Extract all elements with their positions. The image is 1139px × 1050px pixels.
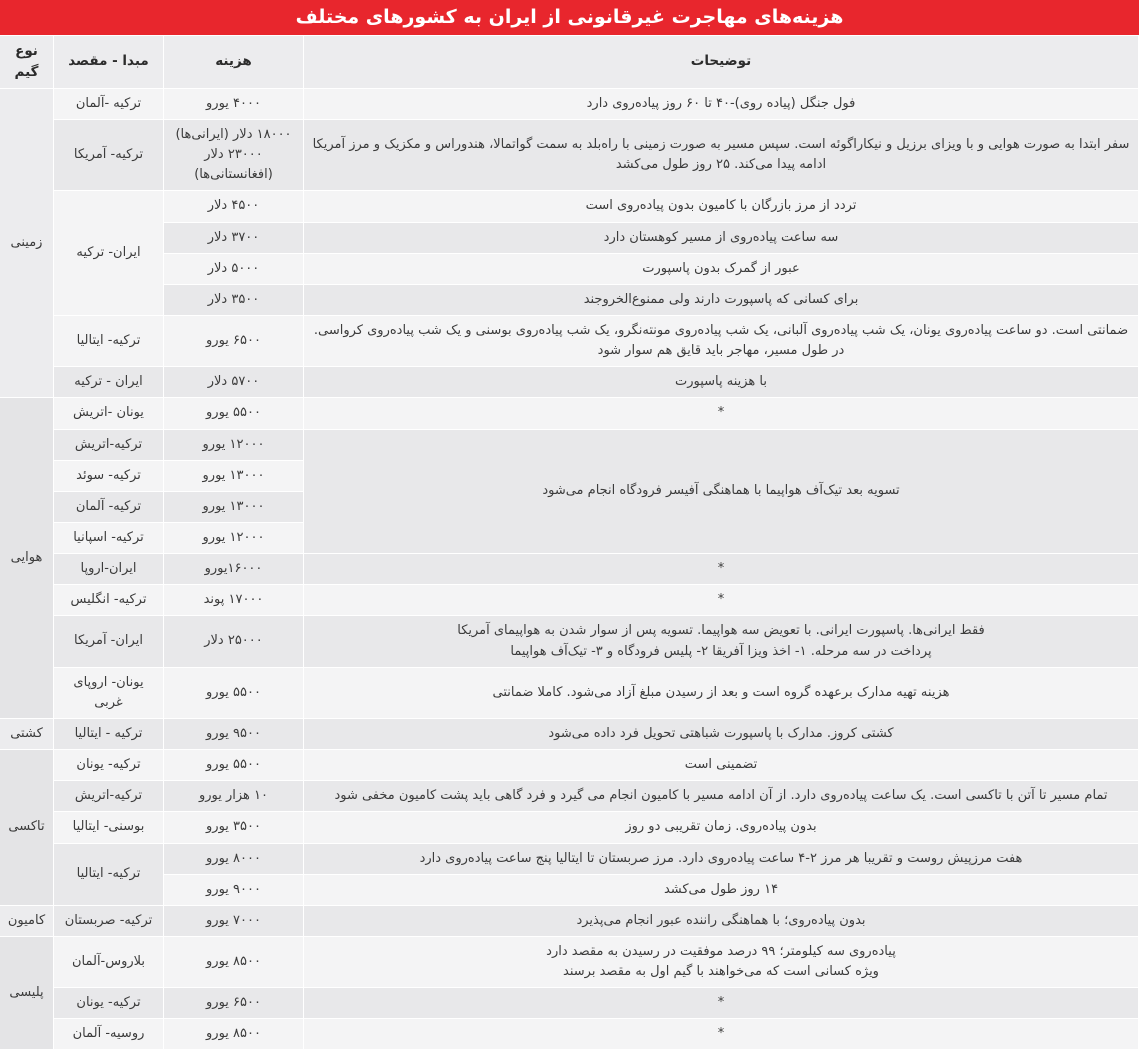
table-row [0,222,1139,253]
cell-cost: ۶۵۰۰ یورو [164,315,304,366]
cell-description: * [304,988,1139,1019]
desc-line: ویژه کسانی است که می‌خواهند با گیم اول به مقصد برسند [563,964,879,980]
cell-route: ترکیه- آلمان [54,491,164,522]
cell-cost: ۵۵۰۰ یورو [164,667,304,718]
cell-type: کامیون [0,905,54,936]
cell-description: * [304,585,1139,616]
cell-description: ۱۴ روز طول می‌کشد [304,874,1139,905]
cell-description: * [304,398,1139,429]
cell-description: بدون پیاده‌روی؛ با هماهنگی راننده عبور انجام می‌پذیرد [304,905,1139,936]
column-header-route: مبدا - مقصد [54,36,164,89]
cell-route: ترکیه- ایتالیا [54,843,164,905]
cost-line: ۲۳۰۰۰ دلار (افغانستانی‌ها) [194,147,273,183]
table-row [0,315,1139,366]
table-row [0,554,1139,585]
cell-cost: ۱۲۰۰۰ یورو [164,429,304,460]
table-row [0,191,1139,222]
cell-cost: ۸۵۰۰ یورو [164,1019,304,1050]
cell-route: ترکیه- انگلیس [54,585,164,616]
cell-description: فول جنگل (پیاده روی)-۴۰ تا ۶۰ روز پیاده‌روی دارد [304,88,1139,119]
table-row [0,616,1139,667]
cell-cost: ۸۵۰۰ یورو [164,936,304,987]
table-row [0,781,1139,812]
cell-cost: ۱۳۰۰۰ یورو [164,491,304,522]
cell-route: ایران- آمریکا [54,616,164,667]
cell-description: بدون پیاده‌روی. زمان تقریبی دو روز [304,812,1139,843]
cell-type: هوایی [0,398,54,719]
desc-line: پرداخت در سه مرحله. ۱- اخذ ویزا آفریقا ۲- پلیس فرودگاه و ۳- تیک‌آف هواپیما [510,643,932,659]
column-header-type: نوع گیم [0,36,54,89]
table-row [0,936,1139,987]
cell-description: کشتی کروز. مدارک با پاسپورت شباهتی تحویل فرد داده می‌شود [304,718,1139,749]
table-row [0,905,1139,936]
cell-route: ترکیه- یونان [54,988,164,1019]
page-title: هزینه‌های مهاجرت غیرقانونی از ایران به کشورهای مختلف [0,0,1139,35]
cell-cost: ۴۰۰۰ یورو [164,88,304,119]
cell-cost: ۳۵۰۰ دلار [164,284,304,315]
table-row [0,812,1139,843]
cell-route: ایران - ترکیه [54,367,164,398]
cell-cost: ۱۳۰۰۰ یورو [164,460,304,491]
table-row [0,585,1139,616]
cell-cost: ۵۵۰۰ یورو [164,750,304,781]
cell-description: * [304,554,1139,585]
cell-description: سفر ابتدا به صورت هوایی و با ویزای برزیل و نیکاراگوئه است. سپس مسیر به صورت زمینی با راه‌بلد به سمت گواتمالا، هندوراس و مکزیک و مرز آمریکا ادامه پیدا می‌کند. ۲۵ روز طول می‌کشد [304,119,1139,190]
cell-route: ترکیه- صربستان [54,905,164,936]
cell-route: ایران- ترکیه [54,191,164,316]
column-header-cost: هزینه [164,36,304,89]
table-row [0,988,1139,1019]
cell-type: زمینی [0,88,54,398]
table-row [0,367,1139,398]
cell-route: ترکیه- سوئد [54,460,164,491]
cell-route: ترکیه- آمریکا [54,119,164,190]
cell-description: ضمانتی است. دو ساعت پیاده‌روی یونان، یک شب پیاده‌روی آلبانی، یک شب پیاده‌روی مونته‌نگرو، یک شب پیاده‌روی بوسنی و یک شب پیاده‌روی کرواسی. در طول مسیر، مهاجر باید قایق هم سوار شود [304,315,1139,366]
table-row [0,874,1139,905]
table-row [0,429,1139,460]
table-row [0,750,1139,781]
cell-description: با هزینه پاسپورت [304,367,1139,398]
cell-cost: ۶۵۰۰ یورو [164,988,304,1019]
header-row [0,36,1139,89]
cell-route: ترکیه- ایتالیا [54,315,164,366]
cell-description: سه ساعت پیاده‌روی از مسیر کوهستان دارد [304,222,1139,253]
cell-route: بلاروس-آلمان [54,936,164,987]
table-row [0,88,1139,119]
cell-cost [164,119,304,190]
cell-cost: ۱۶۰۰۰یورو [164,554,304,585]
cell-description: برای کسانی که پاسپورت دارند ولی ممنوع‌الخروجند [304,284,1139,315]
table-row [0,1019,1139,1050]
desc-line: فقط ایرانی‌ها. پاسپورت ایرانی. با تعویض سه هواپیما. تسویه پس از سوار شدن به هواپیمای آمریکا [457,623,985,639]
cell-cost: ۱۷۰۰۰ پوند [164,585,304,616]
table-row [0,718,1139,749]
cell-type: تاکسی [0,750,54,906]
cell-route: یونان- اروپای غربی [54,667,164,718]
cell-cost: ۵۰۰۰ دلار [164,253,304,284]
table-row [0,119,1139,190]
cell-type: کشتی [0,718,54,749]
cell-route: یونان -اتریش [54,398,164,429]
cell-description: * [304,1019,1139,1050]
cell-description: هزینه تهیه مدارک برعهده گروه است و بعد از رسیدن مبلغ آزاد می‌شود. کاملا ضمانتی [304,667,1139,718]
desc-line: پیاده‌روی سه کیلومتر؛ ۹۹ درصد موفقیت در رسیدن به مقصد دارد [546,943,896,959]
table-body [0,88,1139,1050]
cell-cost: ۹۰۰۰ یورو [164,874,304,905]
cell-cost: ۳۷۰۰ دلار [164,222,304,253]
table-row [0,398,1139,429]
cell-cost: ۹۵۰۰ یورو [164,718,304,749]
cell-description: تسویه بعد تیک‌آف هواپیما با هماهنگی آفیسر فرودگاه انجام می‌شود [304,429,1139,554]
cell-description: عبور از گمرک بدون پاسپورت [304,253,1139,284]
migration-cost-table [0,35,1139,1050]
table-row [0,284,1139,315]
cell-route: ترکیه- یونان [54,750,164,781]
cell-cost: ۷۰۰۰ یورو [164,905,304,936]
cost-line: ۱۸۰۰۰ دلار (ایرانی‌ها) [175,126,292,142]
cell-cost: ۲۵۰۰۰ دلار [164,616,304,667]
cell-route: ترکیه - ایتالیا [54,718,164,749]
cell-route: روسیه- آلمان [54,1019,164,1050]
cell-cost: ۴۵۰۰ دلار [164,191,304,222]
table-row [0,253,1139,284]
cell-description: تردد از مرز بازرگان با کامیون بدون پیاده‌روی است [304,191,1139,222]
cell-route: بوسنی- ایتالیا [54,812,164,843]
cell-route: ایران-اروپا [54,554,164,585]
cell-description [304,936,1139,987]
cell-description: تضمینی است [304,750,1139,781]
cell-cost: ۱۰ هزار یورو [164,781,304,812]
cell-route: ترکیه -آلمان [54,88,164,119]
cell-description: هفت مرزپیش روست و تقریبا هر مرز ۲-۴ ساعت پیاده‌روی دارد. مرز صربستان تا ایتالیا پنج ساعت پیاده‌روی دارد [304,843,1139,874]
cell-cost: ۵۵۰۰ یورو [164,398,304,429]
cell-cost: ۱۲۰۰۰ یورو [164,522,304,553]
column-header-desc: توضیحات [304,36,1139,89]
table-header [0,36,1139,89]
cell-route: ترکیه-اتریش [54,781,164,812]
cell-cost: ۵۷۰۰ دلار [164,367,304,398]
cell-route: ترکیه-اتریش [54,429,164,460]
cell-description [304,616,1139,667]
cell-route: ترکیه- اسپانیا [54,522,164,553]
cell-description: تمام مسیر تا آتن با تاکسی است. یک ساعت پیاده‌روی دارد. از آن ادامه مسیر با کامیون انجام می گیرد و فرد گاهی باید پشت کامیون مخفی شود [304,781,1139,812]
table-row [0,843,1139,874]
table-row [0,667,1139,718]
cell-type: پلیسی [0,936,54,1050]
cell-cost: ۸۰۰۰ یورو [164,843,304,874]
cell-cost: ۳۵۰۰ یورو [164,812,304,843]
